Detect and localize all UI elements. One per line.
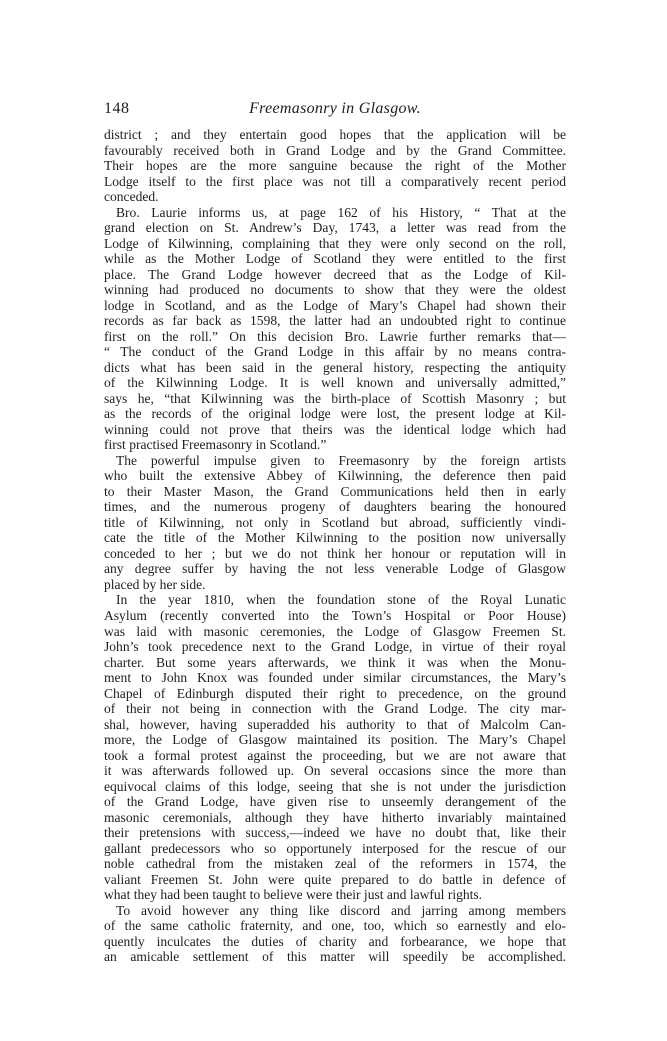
text-line: equivocal claims of this lodge, seeing that she is not under the jurisdiction [104, 778, 566, 794]
text-line: grand election on St. Andrew’s Day, 1743, a letter was read from the [104, 220, 566, 236]
page-header [104, 100, 566, 124]
text-line: Lodge of Kilwinning, complaining that they were only second on the roll, [104, 235, 566, 251]
text-line: as the records of the original lodge were lost, the present lodge at Kil- [104, 406, 566, 422]
text-line: district ; and they entertain good hopes that the application will be [104, 127, 566, 142]
text-line: took a formal protest against the proceeding, but we are not aware that [104, 747, 566, 763]
text-line: masonic ceremonials, although they have hitherto invariably maintained [104, 809, 566, 825]
text-line: Bro. Laurie informs us, at page 162 of his History, “ That at the [116, 204, 566, 220]
text-line: of the Grand Lodge, have given rise to unseemly derangement of the [104, 794, 566, 810]
text-line: of the same catholic fraternity, and one, too, which so earnestly and elo- [104, 918, 566, 934]
text-line: any degree suffer by having the not less venerable Lodge of Glasgow [104, 561, 566, 577]
text-line: says he, “that Kilwinning was the birth-place of Scottish Masonry ; but [104, 390, 566, 406]
text-line: placed by her side. [104, 576, 206, 592]
text-line: gallant predecessors who so opportunely interposed for the rescue of our [104, 840, 566, 856]
text-line: In the year 1810, when the foundation stone of the Royal Lunatic [116, 592, 566, 608]
text-line: valiant Freemen St. John were quite prepared to do battle in defence of [104, 871, 566, 887]
text-line: their pretensions with success,—indeed we have no doubt that, like their [104, 825, 566, 841]
text-line: To avoid however any thing like discord and jarring among members [116, 902, 566, 918]
running-title: Freemasonry in Glasgow. [249, 100, 421, 117]
text-line: winning had produced no documents to show that they were the oldest [104, 282, 566, 298]
text-line: ment to John Knox was founded under similar circumstances, the Mary’s [104, 670, 566, 686]
text-line: John’s took precedence next to the Grand Lodge, in virtue of their royal [104, 639, 566, 655]
text-line: Lodge itself to the first place was not till a comparatively recent period [104, 173, 566, 189]
text-line: records as far back as 1598, the latter had an undoubted right to continue [104, 313, 566, 329]
text-line: “ The conduct of the Grand Lodge in this affair by no means contra- [104, 344, 566, 360]
text-line: The powerful impulse given to Freemasonry by the foreign artists [116, 452, 566, 468]
text-line: who built the extensive Abbey of Kilwinning, the deference then paid [104, 468, 566, 484]
text-line: lodge in Scotland, and as the Lodge of Mary’s Chapel had shown their [104, 297, 566, 313]
text-line: first on the roll.” On this decision Bro. Lawrie further remarks that— [104, 328, 566, 344]
text-line: of their not being in connection with the Grand Lodge. The city mar- [104, 701, 566, 717]
text-line: dicts what has been said in the general history, respecting the antiquity [104, 359, 566, 375]
text-line: an amicable settlement of this matter will speedily be accomplished. [104, 949, 566, 965]
text-line: more, the Lodge of Glasgow maintained its position. The Mary’s Chapel [104, 732, 566, 748]
page-number: 148 [104, 100, 130, 117]
text-line: conceded. [104, 189, 159, 205]
text-line: favourably received both in Grand Lodge and by the Grand Committee. [104, 142, 566, 158]
text-line: what they had been taught to believe were their just and lawful rights. [104, 887, 483, 903]
text-line: it was afterwards followed up. On several occasions since the more than [104, 763, 566, 779]
text-line: winning could not prove that theirs was the identical lodge which had [104, 421, 566, 437]
text-line: conceded to her ; but we do not think her honour or reputation will in [104, 545, 566, 561]
text-line: of the Kilwinning Lodge. It is well known and universally admitted,” [104, 375, 566, 391]
text-line: to their Master Mason, the Grand Communications held then in early [104, 483, 566, 499]
text-line: times, and the numerous progeny of daughters bearing the honoured [104, 499, 566, 515]
text-line: Chapel of Edinburgh disputed their right to precedence, on the ground [104, 685, 566, 701]
text-line: quently inculcates the duties of charity and forbearance, we hope that [104, 933, 566, 949]
text-line: Asylum (recently converted into the Town’s Hospital or Poor House) [104, 607, 566, 623]
body-text [104, 127, 566, 965]
text-line: Their hopes are the more sanguine because the right of the Mother [104, 158, 566, 174]
text-line: cate the title of the Mother Kilwinning to the position now universally [104, 530, 566, 546]
text-line: title of Kilwinning, not only in Scotland but abroad, sufficiently vindi- [104, 514, 566, 530]
text-line: noble cathedral from the mistaken zeal of the reformers in 1574, the [104, 856, 566, 872]
text-line: was laid with masonic ceremonies, the Lodge of Glasgow Freemen St. [104, 623, 566, 639]
text-line: place. The Grand Lodge however decreed that as the Lodge of Kil- [104, 266, 566, 282]
text-line: charter. But some years afterwards, we think it was when the Monu- [104, 654, 566, 670]
text-line: first practised Freemasonry in Scotland.” [104, 437, 327, 453]
text-line: shal, however, having superadded his authority to that of Malcolm Can- [104, 716, 566, 732]
text-line: while as the Mother Lodge of Scotland they were entitled to the first [104, 251, 566, 267]
